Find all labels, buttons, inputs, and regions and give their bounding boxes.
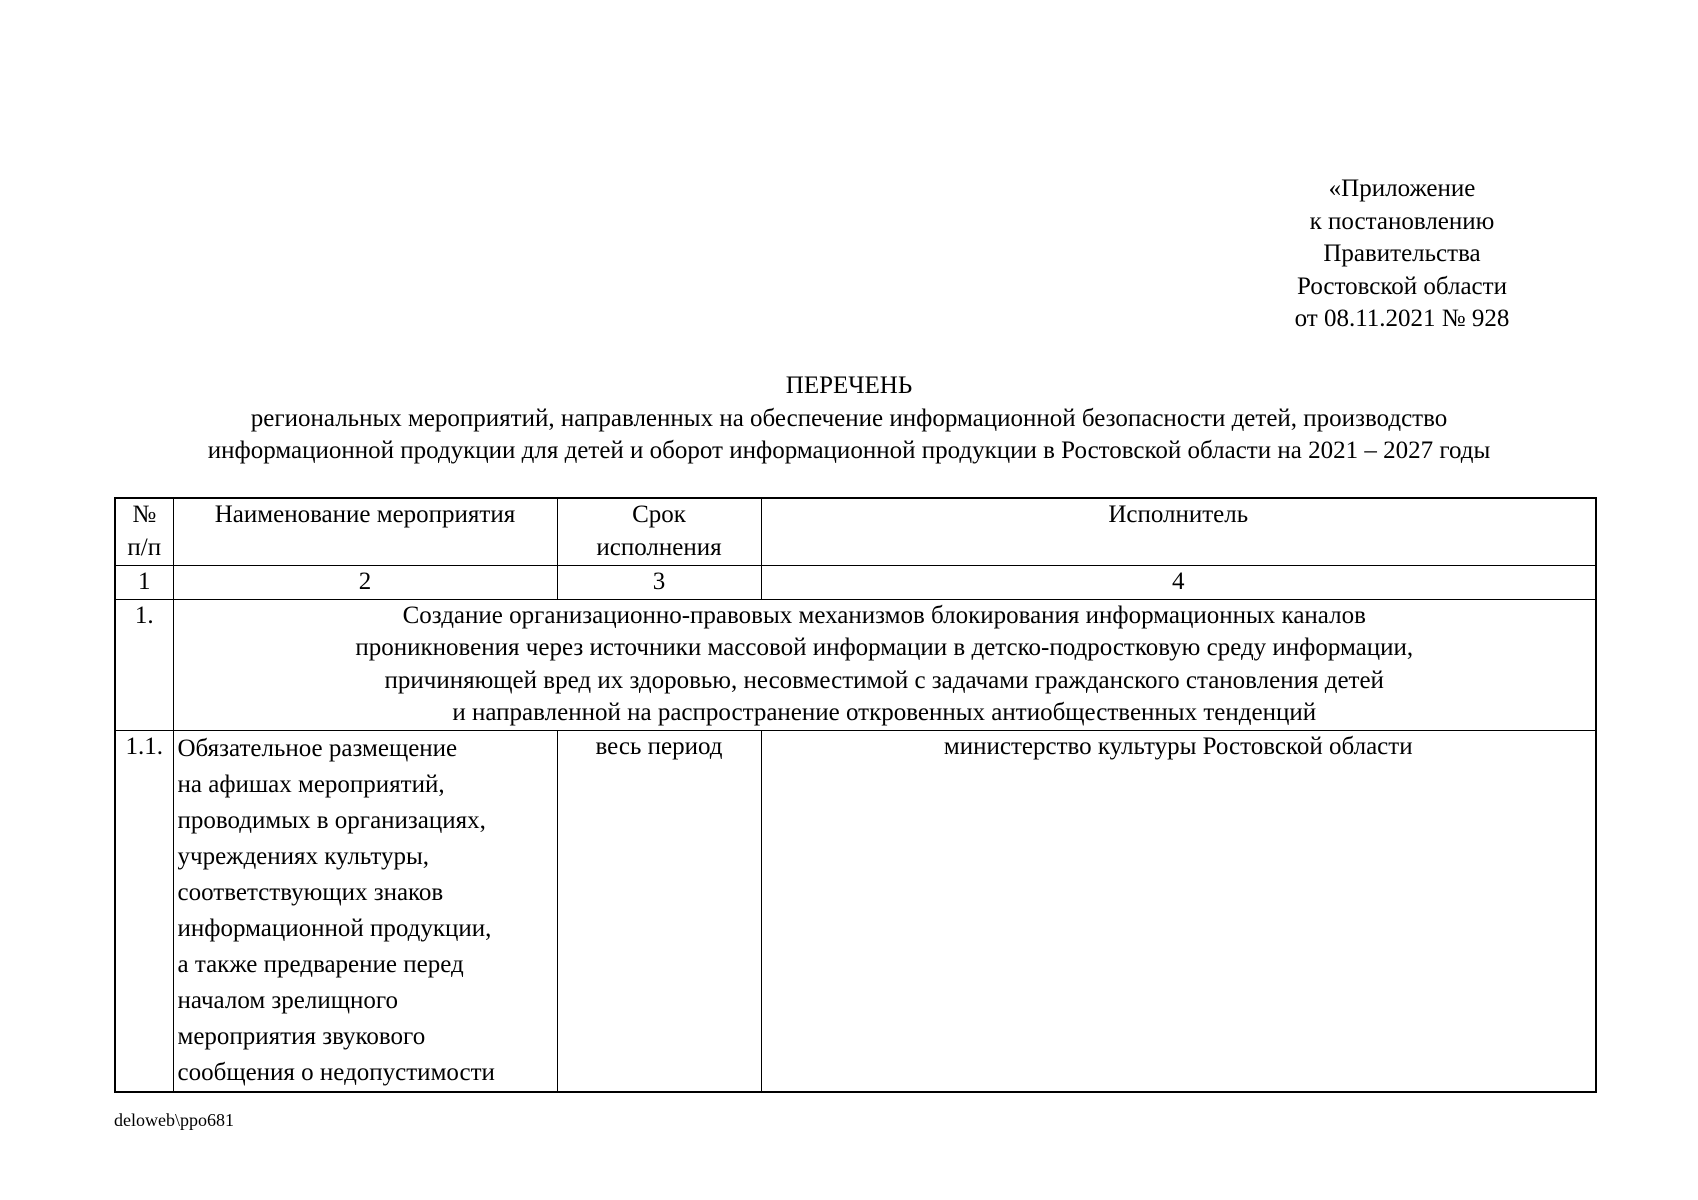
header-name: Наименование мероприятия: [173, 498, 557, 566]
appendix-line: Правительства: [1323, 240, 1481, 267]
item-num: 1.1.: [115, 730, 173, 1092]
table-header-row: [115, 498, 1596, 566]
header-num: № п/п: [115, 498, 173, 566]
appendix-line: Ростовской области: [1297, 272, 1507, 300]
column-number: 3: [557, 566, 761, 600]
header-executor: Исполнитель: [761, 498, 1596, 566]
column-number-row: [115, 566, 1596, 600]
header-term: Срок исполнения: [557, 498, 761, 566]
item-executor: министерство культуры Ростовской области: [761, 730, 1596, 1092]
appendix-line: от 08.11.2021 № 928: [1294, 305, 1510, 332]
section-row: [115, 599, 1596, 730]
section-title: Создание организационно-правовых механизмов блокирования информационных каналов проникновения через источники массовой информации в детско-подростковую среду информации, причиняющей вред их здоровью, несовместимой с задачами гражданского становления детей и направленной на распространение откровенных антиобщественных тенденций: [173, 599, 1596, 730]
appendix-line: к постановлению: [1309, 207, 1495, 235]
document-heading: [100, 370, 1598, 468]
column-number: 2: [173, 566, 557, 600]
measures-table: [114, 497, 1597, 1093]
item-name: Обязательное размещение на афишах мероприятий, проводимых в организациях, учреждениях культуры, соответствующих знаков информационной продукции, а также предварение перед началом зрелищного мероприятия звукового сообщения о недопустимости: [173, 730, 557, 1092]
appendix-block: [1262, 173, 1542, 336]
document-subtitle-line: информационной продукции для детей и оборот информационной продукции в Ростовской области на 2021 – 2027 годы: [207, 437, 1491, 464]
footer-file-code: deloweb\ppo681: [114, 1110, 234, 1130]
section-num: 1.: [115, 599, 173, 730]
table-row: [115, 730, 1596, 1092]
document-title: ПЕРЕЧЕНЬ: [785, 372, 913, 399]
appendix-line: «Приложение: [1328, 175, 1476, 202]
document-subtitle-line: региональных мероприятий, направленных на обеспечение информационной безопасности детей, производство: [250, 404, 1448, 432]
column-number: 1: [115, 566, 173, 600]
column-number: 4: [761, 566, 1596, 600]
item-term: весь период: [557, 730, 761, 1092]
